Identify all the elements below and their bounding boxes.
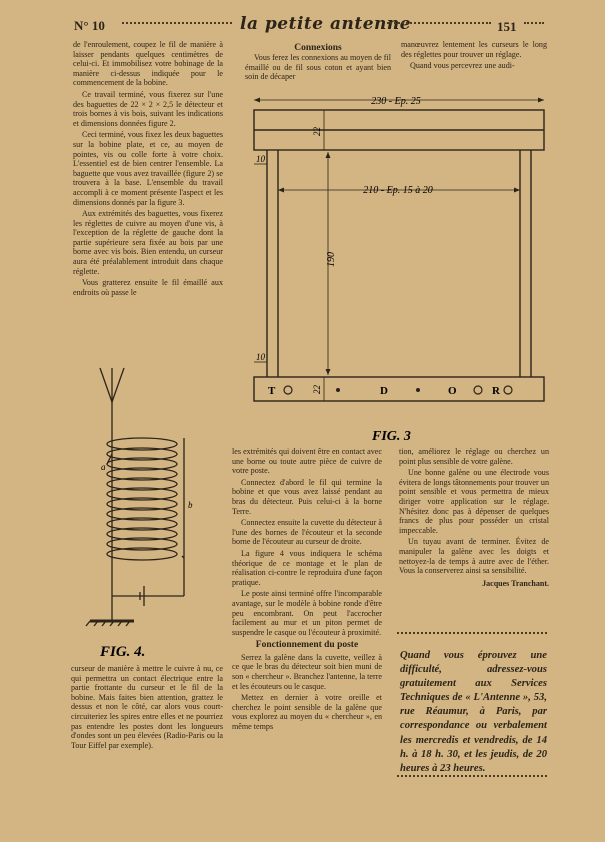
paragraph: manœuvrez lentement les curseurs le long des réglettes pour trouver un réglage.: [401, 40, 547, 59]
screw-icon: [336, 388, 340, 392]
figure-4-label-b: b: [188, 500, 193, 510]
terminal-label-d: D: [380, 385, 388, 397]
technical-services-notice: Quand vous éprouvez une difficulté, adressez-vous gratuitement aux Services Techniques de « L'Antenne », 53, rue Réaumur, à Paris, par correspondance ou verbalement les mercredis et vendredis, de 14 h. à 18 h. 30, et les jeudis, de 20 heures à 23 heures.: [400, 650, 547, 774]
paragraph: La figure 4 vous indiquera le schéma théorique de ce montage et le plan de réalisation ci-contre le reproduira d'une façon pratique.: [232, 548, 382, 587]
column-1-bottom-text: [71, 664, 223, 752]
issue-number: N° 10: [74, 18, 105, 33]
paragraph: Vous ferez les connexions au moyen de fil émaillé ou de fil sous coton et ayant bien soin de décaper: [245, 53, 391, 82]
dimension-label-10-bottom: 10: [256, 352, 265, 362]
column-2-bottom-text: [232, 447, 382, 734]
figure-4-label-a: a: [101, 462, 106, 472]
dimension-label-height: 190: [326, 252, 337, 267]
column-3-top-text: [401, 40, 547, 73]
column-1-top-text: [73, 40, 223, 299]
paragraph: Mettez en dernier à votre oreille et cherchez le point sensible de la galène que vous explorez au moyen du « chercheur », en même temps: [232, 693, 382, 732]
terminal-icon: [504, 386, 512, 394]
screw-icon: [416, 388, 420, 392]
dimension-label-top: 230 - Ep. 25: [371, 96, 421, 107]
paragraph: Une bonne galène ou une électrode vous évitera de longs tâtonnements pour trouver un point sensible et vous permettra de mieux diriger votre application sur le réglage. N'hésitez donc pas à dépenser de quelques francs de plus pour posséder un cristal impeccable.: [399, 468, 549, 535]
terminal-icon: [284, 386, 292, 394]
figure-4-caption: FIG. 4.: [100, 644, 146, 660]
paragraph: Ce travail terminé, vous fixerez sur l'une des baguettes de 22 × 2 × 2,5 le détecteur et trois bornes à vis bois, suivant les indications et dimensions données figure 2.: [73, 89, 223, 128]
figure-4-drawing: [80, 366, 230, 666]
paragraph: Ceci terminé, vous fixez les deux baguettes sur la bobine plate, et ce, au moyen de pointes, vis ou colle forte à votre choix. L'essentiel est de bien centrer l'ensemble. La baguette que vous avez travaillée (figure 2) se trouvera à la base. L'ensemble du travail accompli à ce moment présente l'aspect et les dimensions donnés par la figure 3.: [73, 130, 223, 207]
notice-rule-top: [397, 632, 547, 640]
terminal-icon: [474, 386, 482, 394]
terminal-label-t: T: [268, 385, 276, 397]
header-rule-right: [387, 22, 491, 28]
section-heading-fonctionnement: Fonctionnement du poste: [255, 640, 359, 651]
notice-rule-bottom: [397, 775, 547, 783]
paragraph: tion, améliorez le réglage ou cherchez un point plus sensible de votre galène.: [399, 447, 549, 466]
paragraph: les extrémités qui doivent être en contact avec une borne ou toute autre pièce de cuivre de votre poste.: [232, 447, 382, 476]
header-rule-left: [122, 22, 232, 28]
paragraph: Connectez d'abord le fil qui termine la bobine et que vous avez laissé pendant au bras du détecteur. Puis celui-ci à la borne Terre.: [232, 477, 382, 516]
figure-3-caption: FIG. 3: [372, 429, 411, 444]
page-number: 151: [497, 19, 517, 34]
paragraph: Serrez la galène dans la cuvette, veillez à ce que le bras du détecteur soit bien muni de son « chercheur ». Branchez l'antenne, la terre et les écouteurs ou le casque.: [232, 652, 382, 691]
paragraph: Un tuyau avant de terminer. Évitez de manipuler la galène avec les doigts et nettoyez-la de temps à autre avec de l'éther. Vous la conserverez ainsi sa sensibilité.: [399, 537, 549, 576]
section-heading-connexions: Connexions: [294, 43, 342, 53]
paragraph: Vous gratterez ensuite le fil émaillé aux endroits où passe le: [73, 278, 223, 297]
antenna-icon: [100, 368, 112, 402]
paragraph: de l'enroulement, coupez le fil de manière à laisser pendants quelques centimètres de celui-ci. Et immobilisez votre bobinage de la manière ci-dessus indiquée pour le commencement de la bobine.: [73, 40, 223, 88]
paragraph: Le poste ainsi terminé offre l'incomparable avantage, sur le modèle à bobine ronde d'être peu encombrant. On peut l'accrocher facilement au mur et un piton permet de suspendre le casque ou l'écouteur à proximité.: [232, 589, 382, 637]
terminal-label-o: O: [448, 385, 457, 397]
column-2-top-text: [245, 43, 391, 84]
dimension-label-22-top: 22: [312, 127, 322, 136]
paragraph: Aux extrémités des baguettes, vous fixerez les réglettes de cuivre au moyen d'une vis, à l'exception de la réglette de gauche dont la partie supérieure sera fixée au bois par une borne avec vis bois. Bien entendu, un curseur aura été préalablement introduit dans chaque réglette.: [73, 209, 223, 276]
paragraph: Connectez ensuite la cuvette du détecteur à l'une des bornes de l'écouteur et la seconde borne de l'écouteur au curseur de droite.: [232, 518, 382, 547]
journal-title: la petite antenne: [240, 14, 412, 34]
figure-3-drawing: [240, 92, 550, 447]
header-rule-end: [524, 22, 544, 28]
column-3-bottom-text: [399, 447, 549, 588]
paragraph: curseur de manière à mettre le cuivre à nu, ce qui permettra un contact électrique entre la partie frottante du curseur et le fil de la bobine. Mais faites bien attention, grattez le dessus et non le côté, car alors vous court-circuiteriez les spires entre elles et ne pourriez pas entendre les postes dont les longueurs d'ondes sont un peu élevées (Radio-Paris ou la Tour Eiffel par exemple).: [71, 664, 223, 750]
paragraph: Quand vous percevrez une audi-: [410, 61, 515, 71]
base-baguette: [254, 377, 544, 401]
dimension-label-10-top: 10: [256, 154, 265, 164]
dimension-label-middle: 210 - Ep. 15 à 20: [363, 185, 433, 196]
terminal-label-r: R: [492, 385, 500, 397]
dimension-label-22-bottom: 22: [312, 385, 322, 394]
author-signature: Jacques Tranchant.: [482, 578, 549, 588]
